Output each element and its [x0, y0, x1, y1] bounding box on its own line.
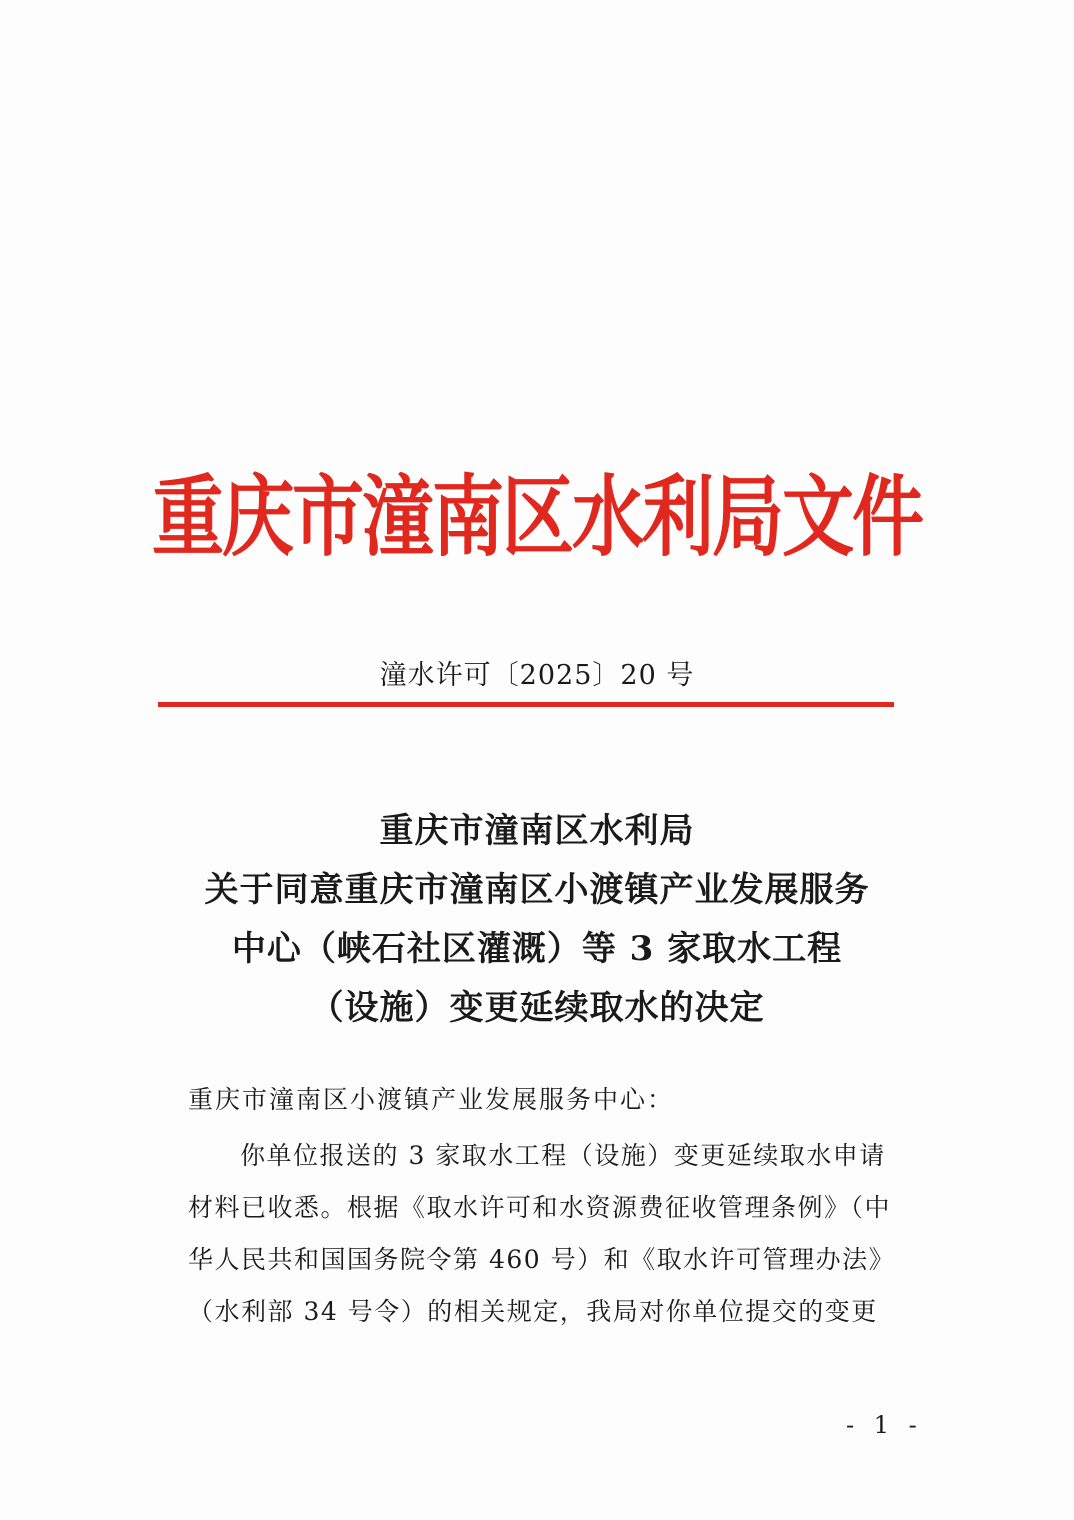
title-line: 重庆市潼南区水利局 — [379, 811, 695, 851]
salutation: 重庆市潼南区小渡镇产业发展服务中心： — [188, 1085, 675, 1114]
masthead-title: 重庆市潼南区水利局文件 — [151, 465, 922, 569]
body-line: （水利部 34 号令）的相关规定，我局对你单位提交的变更 — [188, 1297, 878, 1326]
title-line: 关于同意重庆市潼南区小渡镇产业发展服务 — [204, 870, 870, 910]
document-title — [100, 802, 974, 1038]
body-line: 材料已收悉。根据《取水许可和水资源费征收管理条例》（中 — [188, 1193, 892, 1222]
document-number: 潼水许可〔2025〕20 号 — [379, 660, 695, 691]
title-line: 中心（峡石社区灌溉）等 3 家取水工程 — [231, 929, 843, 969]
body-line: 你单位报送的 3 家取水工程（设施）变更延续取水申请 — [240, 1141, 886, 1170]
title-line: （设施）变更延续取水的决定 — [309, 988, 765, 1028]
body-line: 华人民共和国国务院令第 460 号）和《取水许可管理办法》 — [188, 1245, 896, 1274]
page-number: - 1 - — [846, 1411, 923, 1439]
red-separator-rule — [158, 702, 894, 707]
body-paragraph — [188, 1130, 908, 1338]
